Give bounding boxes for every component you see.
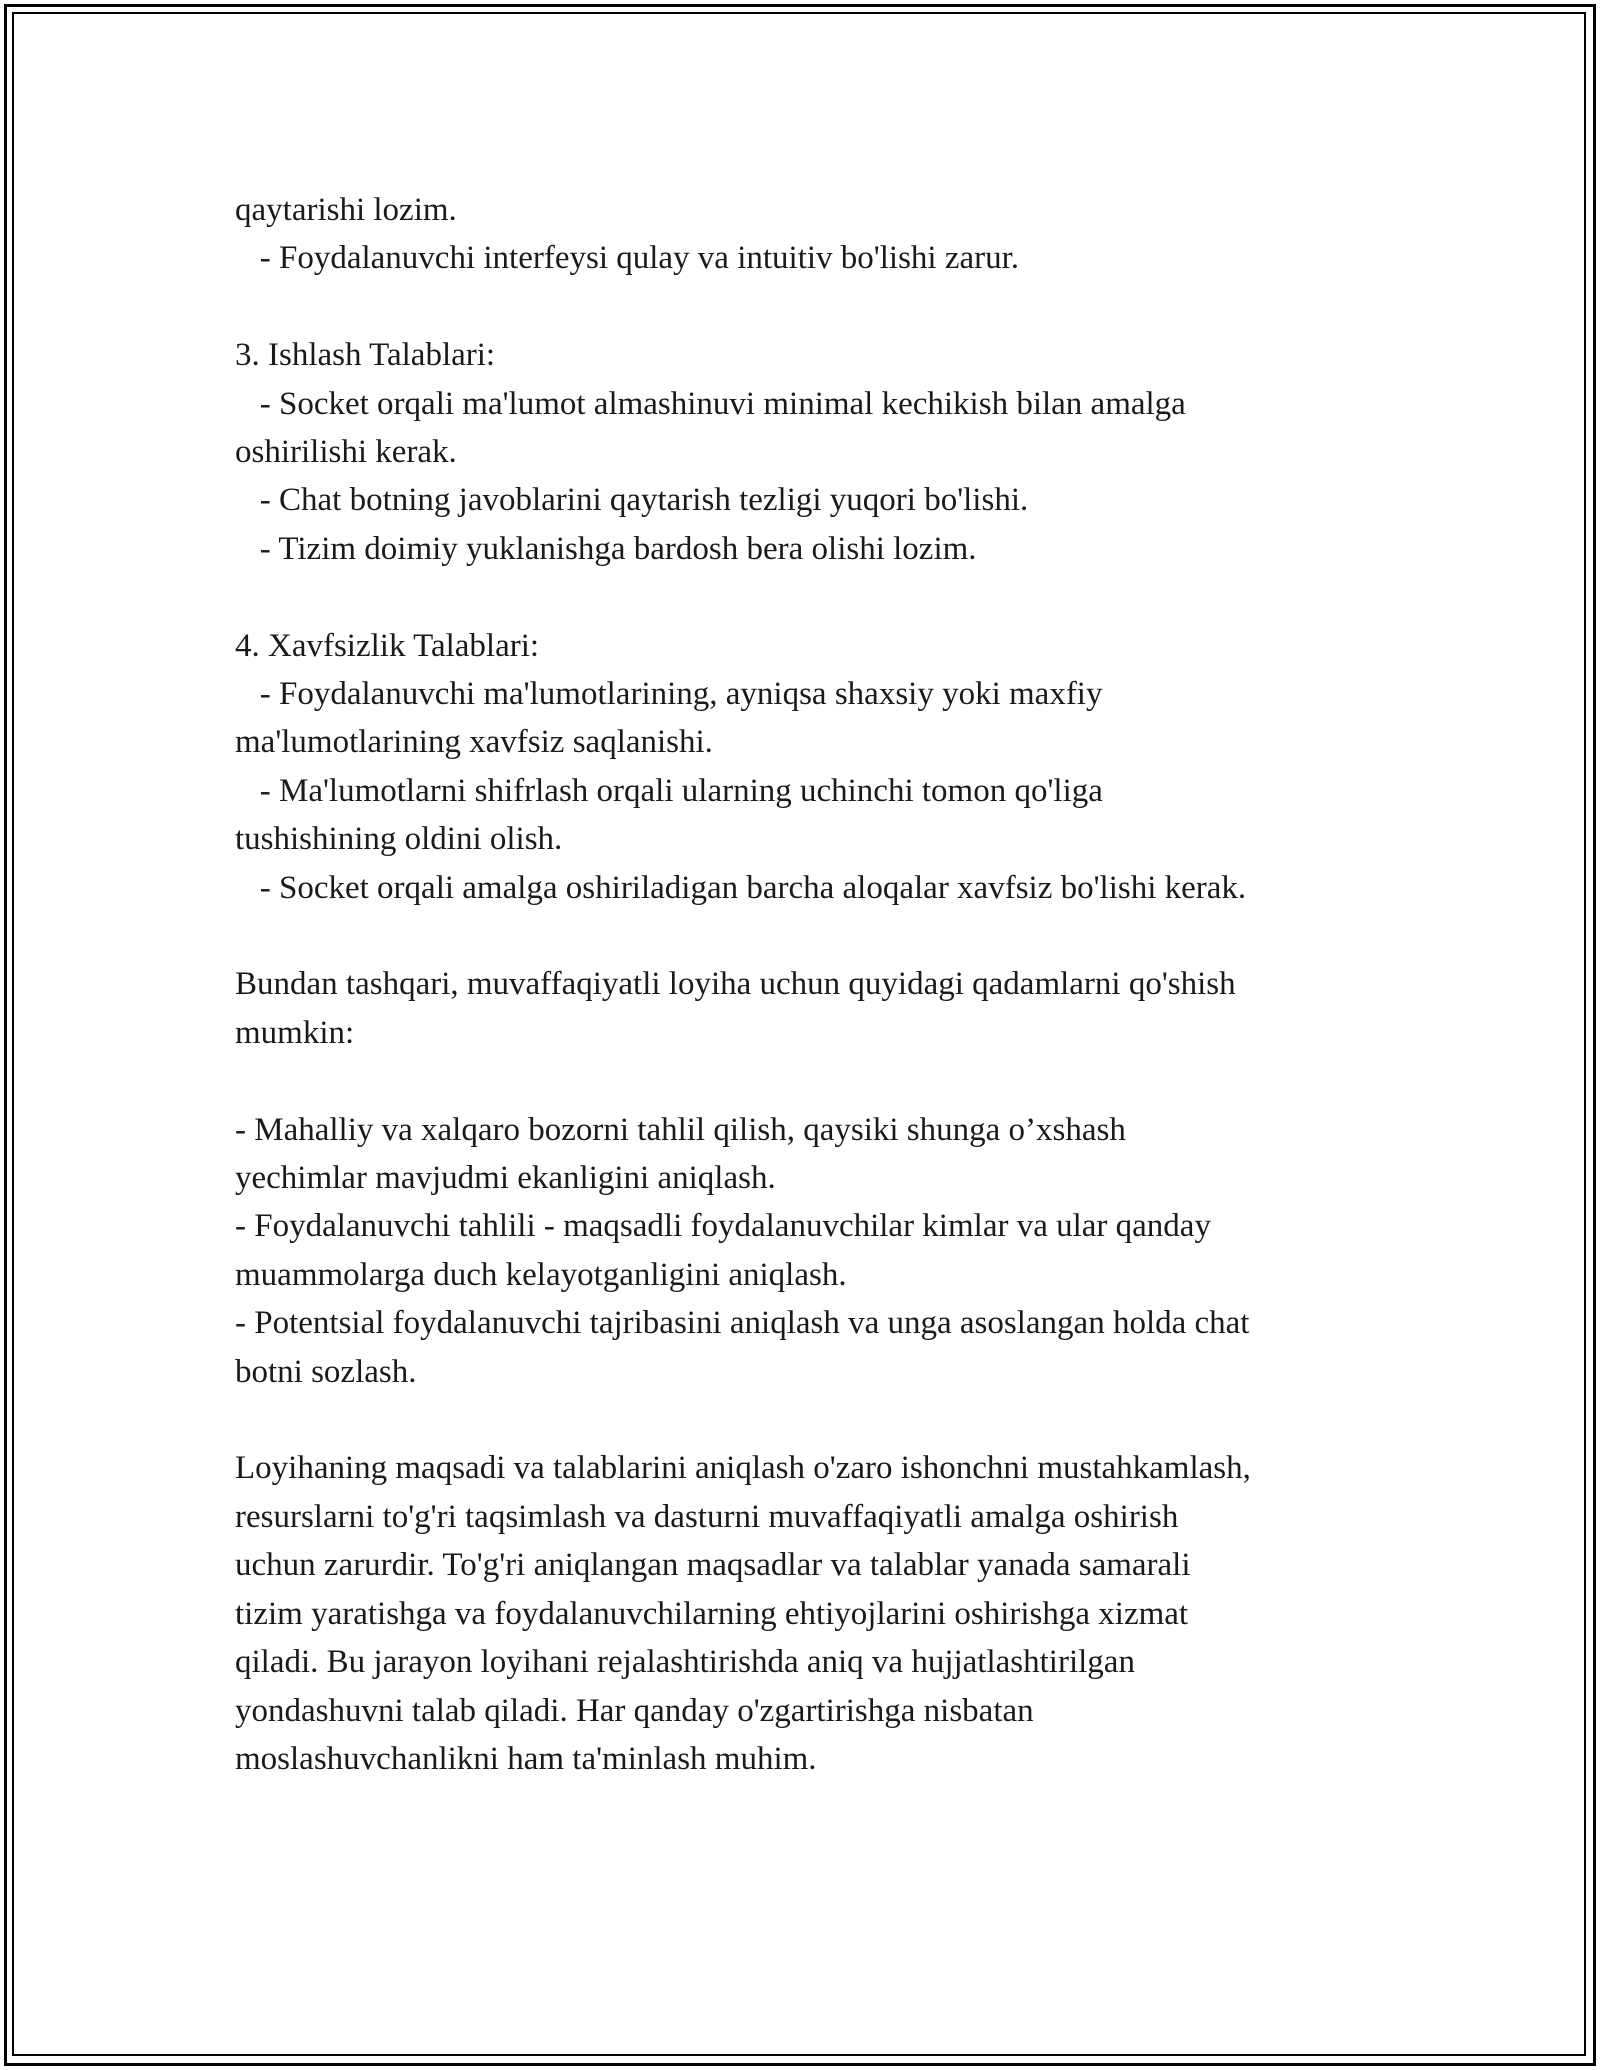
text-line: qiladi. Bu jarayon loyihani rejalashtirishda aniq va hujjatlashtirilgan (235, 1644, 1135, 1681)
text-line: tizim yaratishga va foydalanuvchilarning ehtiyojlarini oshirishga xizmat (235, 1595, 1189, 1632)
paragraph (235, 1106, 1375, 1396)
blank-line (235, 912, 1375, 960)
text-line: - Chat botning javoblarini qaytarish tezligi yuqori bo'lishi. (235, 482, 1029, 519)
text-line: - Ma'lumotlarni shifrlash orqali ularning uchinchi tomon qo'liga (235, 772, 1103, 809)
blank-line (235, 283, 1375, 331)
paragraph (235, 960, 1375, 1057)
text-line: - Potentsial foydalanuvchi tajribasini aniqlash va unga asoslangan holda chat (235, 1305, 1250, 1342)
text-line: oshirilishi kerak. (235, 434, 457, 471)
text-line: tushishining oldini olish. (235, 821, 563, 858)
text-line: - Socket orqali ma'lumot almashinuvi minimal kechikish bilan amalga (235, 385, 1186, 422)
text-line: - Foydalanuvchi tahlili - maqsadli foydalanuvchilar kimlar va ular qanday (235, 1208, 1211, 1245)
text-line: yechimlar mavjudmi ekanligini aniqlash. (235, 1160, 776, 1197)
text-line: mumkin: (235, 1014, 355, 1051)
text-line: ma'lumotlarining xavfsiz saqlanishi. (235, 724, 713, 761)
blank-line (235, 573, 1375, 621)
text-line: - Tizim doimiy yuklanishga bardosh bera olishi lozim. (235, 530, 977, 567)
blank-line (235, 1057, 1375, 1105)
text-line: Bundan tashqari, muvaffaqiyatli loyiha uchun quyidagi qadamlarni qo'shish (235, 966, 1236, 1003)
text-line: - Foydalanuvchi interfeysi qulay va intuitiv bo'lishi zarur. (235, 240, 1020, 277)
text-line: qaytarishi lozim. (235, 192, 457, 228)
text-line: moslashuvchanlikni ham ta'minlash muhim. (235, 1740, 817, 1777)
text-line: Loyihaning maqsadi va talablarini aniqlash o'zaro ishonchni mustahkamlash, (235, 1450, 1251, 1487)
text-line: 3. Ishlash Talablari: (235, 337, 496, 374)
text-line: - Mahalliy va xalqaro bozorni tahlil qilish, qaysiki shunga o’xshash (235, 1111, 1126, 1148)
document-body (235, 186, 1375, 1783)
paragraph (235, 1444, 1375, 1783)
blank-line (235, 1396, 1375, 1444)
text-line: uchun zarurdir. To'g'ri aniqlangan maqsadlar va talablar yanada samarali (235, 1547, 1191, 1584)
paragraph (235, 331, 1375, 573)
text-line: - Socket orqali amalga oshiriladigan barcha aloqalar xavfsiz bo'lishi kerak. (235, 869, 1247, 906)
text-line: botni sozlash. (235, 1353, 417, 1390)
paragraph (235, 186, 1375, 283)
text-line: yondashuvni talab qiladi. Har qanday o'zgartirishga nisbatan (235, 1692, 1034, 1729)
text-line: resurslarni to'g'ri taqsimlash va dasturni muvaffaqiyatli amalga oshirish (235, 1498, 1179, 1535)
text-line: 4. Xavfsizlik Talablari: (235, 627, 540, 664)
paragraph (235, 622, 1375, 912)
text-line: - Foydalanuvchi ma'lumotlarining, ayniqsa shaxsiy yoki maxfiy (235, 676, 1103, 713)
text-line: muammolarga duch kelayotganligini aniqlash. (235, 1256, 847, 1293)
